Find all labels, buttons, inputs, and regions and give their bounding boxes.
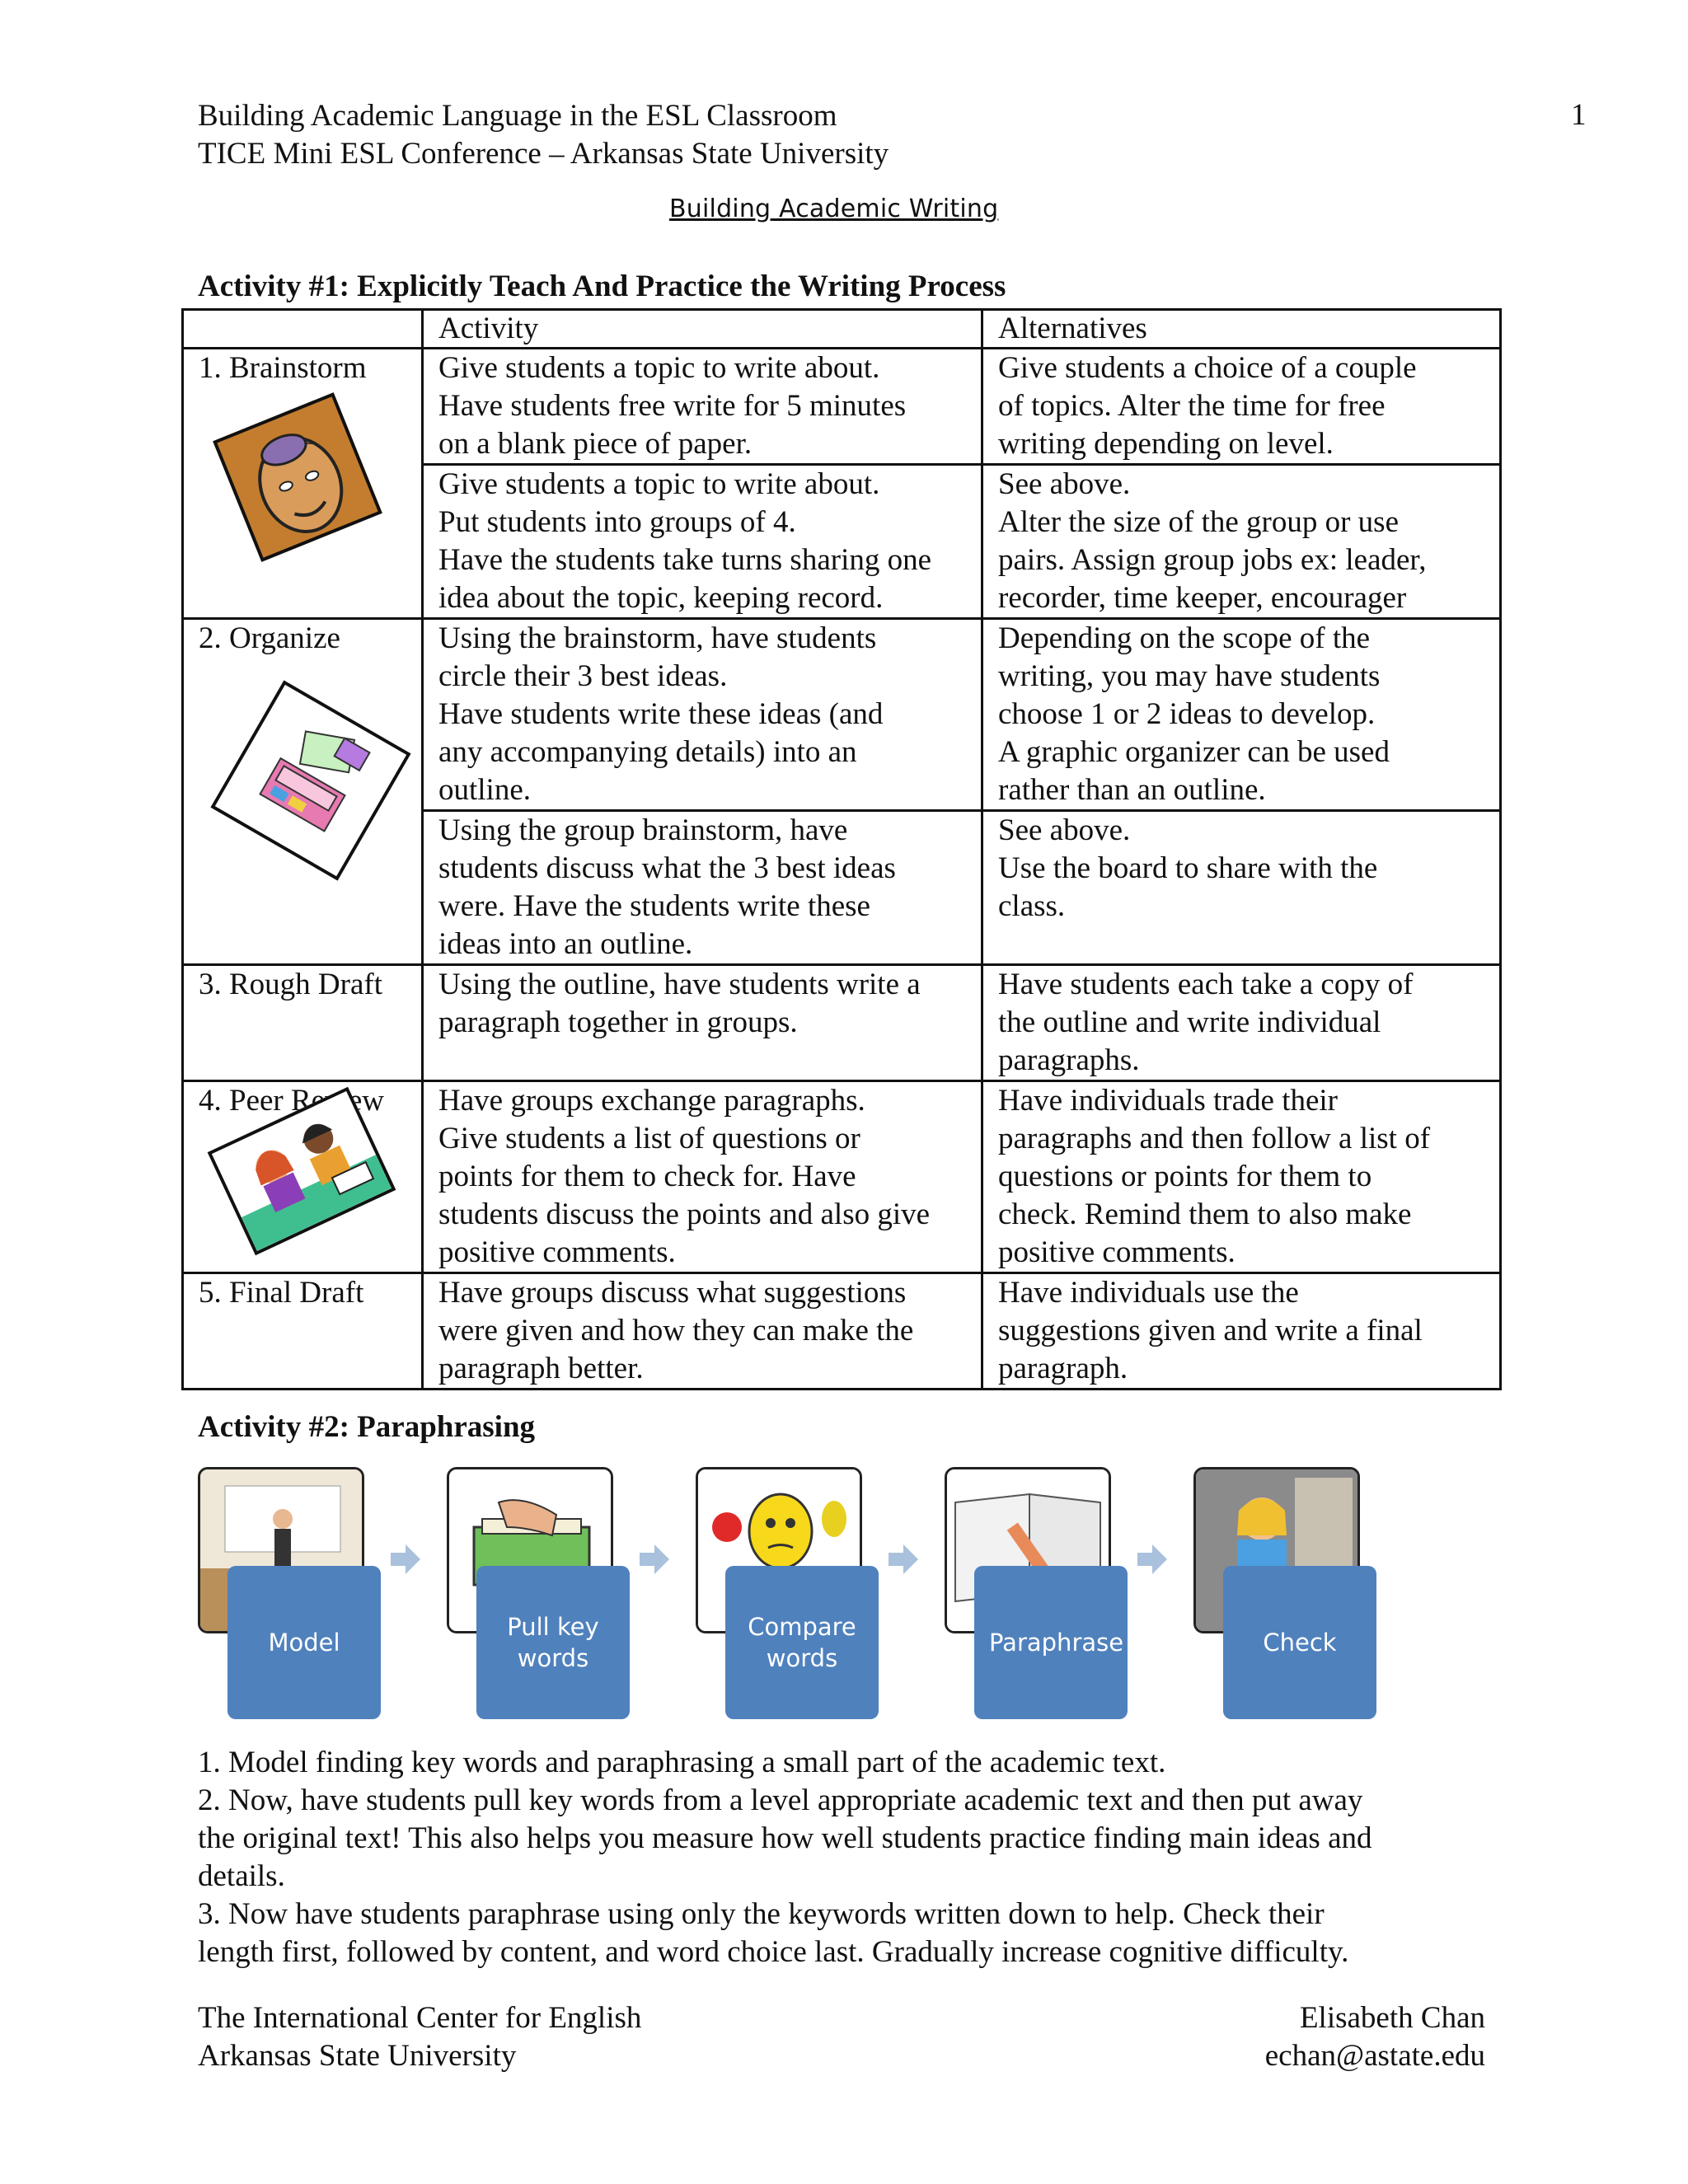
activity-line: students discuss the points and also give: [438, 1197, 931, 1231]
footer-author: Elisabeth Chan: [1299, 2001, 1485, 2035]
header-activity: Activity: [423, 310, 982, 349]
alternatives-cell: [982, 965, 1501, 1081]
alternatives-line: paragraphs.: [998, 1043, 1140, 1077]
activity-line: ideas into an outline.: [438, 927, 693, 961]
activity-cell: [423, 1273, 982, 1390]
flow-step-3: [725, 1566, 879, 1719]
activity-line: outline.: [438, 773, 532, 807]
alternatives-line: paragraph.: [998, 1352, 1128, 1385]
activity-cell: [423, 1081, 982, 1273]
activity-line: idea about the topic, keeping record.: [438, 581, 884, 615]
header-empty-cell: [183, 310, 423, 349]
activity-line: were. Have the students write these: [438, 889, 870, 923]
flow-step-label: Pull key words: [507, 1613, 599, 1672]
stage-label: 4. Peer Review: [199, 1084, 385, 1118]
alternatives-line: Have students each take a copy of: [998, 968, 1414, 1001]
step2-text-line2: the original text! This also helps you measure how well students practice finding main ideas and: [198, 1821, 1372, 1855]
alternatives-line: writing depending on level.: [998, 427, 1334, 461]
flow-step-4: [974, 1566, 1128, 1719]
footer-email[interactable]: echan@astate.edu: [1264, 2039, 1485, 2073]
activity-line: Give students a topic to write about.: [438, 351, 880, 385]
writing-process-table: [181, 308, 1502, 1390]
alternatives-line: Depending on the scope of the: [998, 621, 1371, 655]
alternatives-cell: [982, 349, 1501, 465]
header-alternatives: Alternatives: [982, 310, 1501, 349]
flow-arrow-icon: [1136, 1543, 1169, 1580]
activity-line: Have the students take turns sharing one: [438, 543, 932, 577]
flow-step-label: Check: [1263, 1629, 1337, 1657]
alternatives-line: check. Remind them to also make: [998, 1197, 1412, 1231]
alternatives-line: pairs. Assign group jobs ex: leader,: [998, 543, 1427, 577]
activity2-heading: Activity #2: Paraphrasing: [198, 1410, 536, 1444]
alternatives-line: paragraphs and then follow a list of: [998, 1122, 1431, 1155]
stage-label: 1. Brainstorm: [199, 351, 367, 385]
step1-text: 1. Model finding key words and paraphrasing a small part of the academic text.: [198, 1746, 1166, 1779]
alternatives-line: See above.: [998, 813, 1131, 847]
alternatives-line: rather than an outline.: [998, 773, 1266, 807]
alternatives-line: See above.: [998, 467, 1131, 501]
activity-cell: [423, 811, 982, 965]
alternatives-line: questions or points for them to: [998, 1160, 1372, 1193]
alternatives-line: recorder, time keeper, encourager: [998, 581, 1407, 615]
activity-line: Using the outline, have students write a: [438, 968, 921, 1001]
alternatives-line: the outline and write individual: [998, 1005, 1381, 1039]
alternatives-line: Have individuals use the: [998, 1276, 1299, 1310]
flow-step-label: Paraphrase: [989, 1629, 1124, 1657]
activity-line: Using the group brainstorm, have: [438, 813, 848, 847]
flow-arrow-icon: [638, 1543, 671, 1580]
flow-arrow-icon: [389, 1543, 422, 1580]
stage-cell: [183, 965, 423, 1081]
stage-label: 3. Rough Draft: [199, 968, 382, 1001]
activity-cell: [423, 619, 982, 811]
activity-line: Give students a topic to write about.: [438, 467, 880, 501]
activity-line: on a blank piece of paper.: [438, 427, 753, 461]
table-row: [183, 349, 1501, 465]
flow-arrow-icon: [887, 1543, 920, 1580]
alternatives-cell: [982, 811, 1501, 965]
alternatives-line: A graphic organizer can be used: [998, 735, 1390, 769]
table-row: [183, 811, 1501, 965]
table-row: [183, 465, 1501, 619]
alternatives-line: class.: [998, 889, 1066, 923]
activity-line: paragraph together in groups.: [438, 1005, 798, 1039]
table-row: [183, 965, 1501, 1081]
flow-step-1: [227, 1566, 381, 1719]
flow-step-2: [476, 1566, 630, 1719]
activity-line: circle their 3 best ideas.: [438, 659, 728, 693]
alternatives-line: writing, you may have students: [998, 659, 1381, 693]
footer-university: Arkansas State University: [198, 2039, 517, 2073]
alternatives-line: Give students a choice of a couple: [998, 351, 1417, 385]
step3-text-line1: 3. Now have students paraphrase using only the keywords written down to help. Check their: [198, 1897, 1325, 1931]
flow-step-5: [1223, 1566, 1376, 1719]
step3-text-line2: length first, followed by content, and word choice last. Gradually increase cognitive difficulty.: [198, 1935, 1349, 1969]
alternatives-line: Alter the size of the group or use: [998, 505, 1399, 539]
page-subtitle: Building Academic Writing: [669, 194, 999, 223]
alternatives-line: Have individuals trade their: [998, 1084, 1339, 1118]
stage-label: 2. Organize: [199, 621, 340, 655]
alternatives-line: positive comments.: [998, 1235, 1236, 1269]
activity-line: Give students a list of questions or: [438, 1122, 860, 1155]
table-row: [183, 1273, 1501, 1390]
header-conference: TICE Mini ESL Conference – Arkansas State University: [198, 137, 889, 171]
alternatives-cell: [982, 465, 1501, 619]
page-number: 1: [1571, 98, 1587, 132]
header-title: Building Academic Language in the ESL Classroom: [198, 99, 837, 133]
activity-line: Using the brainstorm, have students: [438, 621, 877, 655]
activity-cell: [423, 465, 982, 619]
activity-line: paragraph better.: [438, 1352, 644, 1385]
stage-label: 5. Final Draft: [199, 1276, 364, 1310]
activity-line: points for them to check for. Have: [438, 1160, 856, 1193]
activity-line: Have students free write for 5 minutes: [438, 389, 907, 423]
alternatives-line: choose 1 or 2 ideas to develop.: [998, 697, 1376, 731]
alternatives-line: of topics. Alter the time for free: [998, 389, 1386, 423]
alternatives-line: suggestions given and write a final: [998, 1314, 1423, 1347]
flow-step-label: Model: [268, 1629, 340, 1657]
table-header-row: [183, 310, 1501, 349]
alternatives-cell: [982, 619, 1501, 811]
activity1-heading: Activity #1: Explicitly Teach And Practice the Writing Process: [198, 269, 1006, 303]
activity-line: Have groups exchange paragraphs.: [438, 1084, 865, 1118]
alternatives-cell: [982, 1081, 1501, 1273]
step2-text-line1: 2. Now, have students pull key words from a level appropriate academic text and then put away: [198, 1783, 1363, 1817]
alternatives-line: Use the board to share with the: [998, 851, 1378, 885]
activity-line: Have students write these ideas (and: [438, 697, 884, 731]
alternatives-cell: [982, 1273, 1501, 1390]
activity-cell: [423, 349, 982, 465]
activity-line: any accompanying details) into an: [438, 735, 857, 769]
activity-line: Put students into groups of 4.: [438, 505, 796, 539]
activity-line: were given and how they can make the: [438, 1314, 914, 1347]
activity-cell: [423, 965, 982, 1081]
flow-step-label: Compare words: [748, 1613, 856, 1672]
activity-line: students discuss what the 3 best ideas: [438, 851, 896, 885]
step2-text-line3: details.: [198, 1859, 285, 1893]
stage-cell: [183, 1273, 423, 1390]
footer-center-name: The International Center for English: [198, 2001, 642, 2035]
activity-line: Have groups discuss what suggestions: [438, 1276, 907, 1310]
activity-line: positive comments.: [438, 1235, 676, 1269]
